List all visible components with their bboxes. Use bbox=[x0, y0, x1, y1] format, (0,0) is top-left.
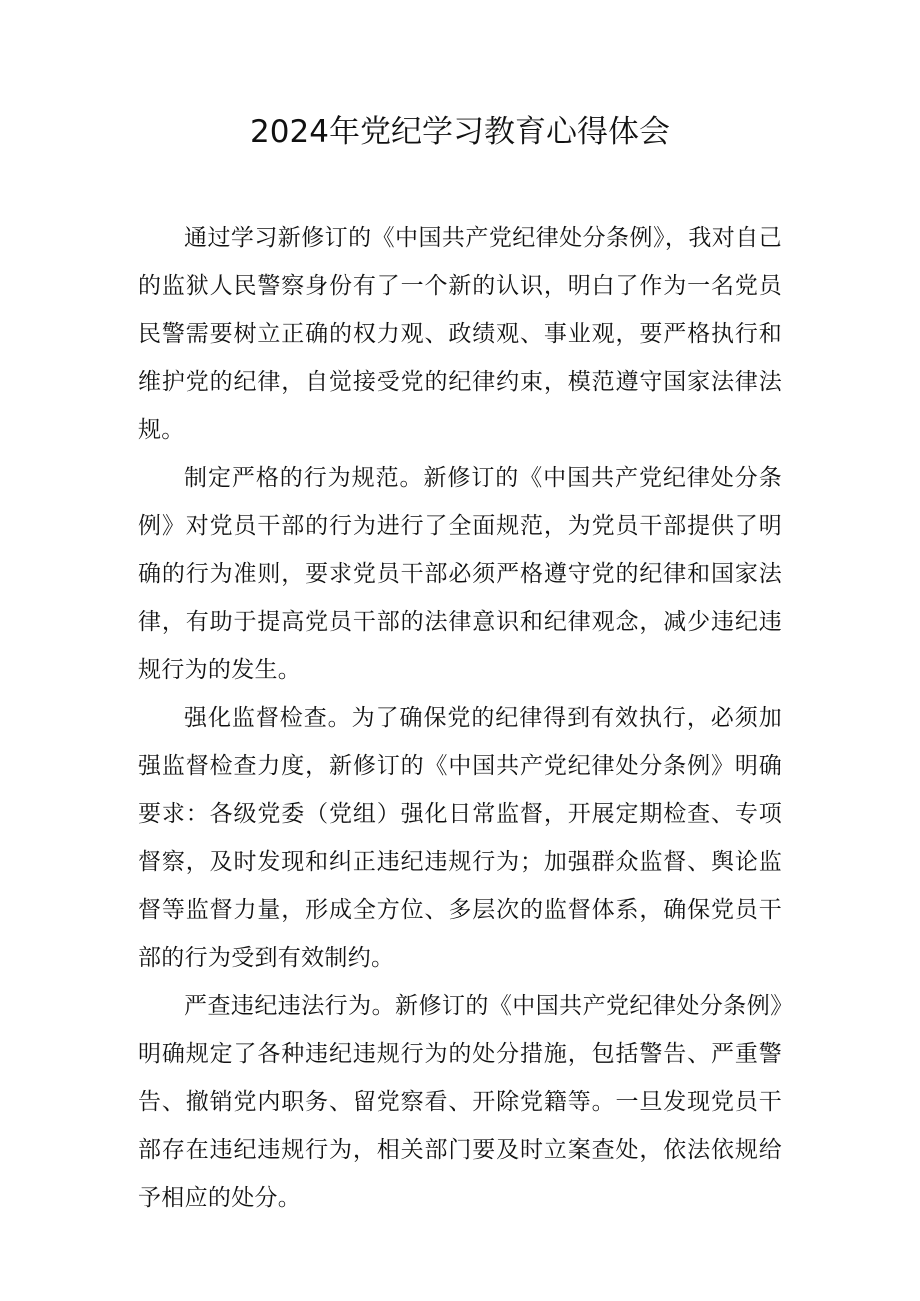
paragraph-supervision: 强化监督检查。为了确保党的纪律得到有效执行，必须加强监督检查力度，新修订的《中国共产党纪律处分条例》明确要求：各级党委（党组）强化日常监督，开展定期检查、专项督察，及时发现和纠正违纪违规行为；加强群众监督、舆论监督等监督力量，形成全方位、多层次的监督体系，确保党员干部的行为受到有效制约。 bbox=[138, 705, 782, 971]
paragraph-intro: 通过学习新修订的《中国共产党纪律处分条例》，我对自己的监狱人民警察身份有了一个新的认识，明白了作为一名党员民警需要树立正确的权力观、政绩观、事业观，要严格执行和维护党的纪律，自觉接受党的纪律约束，模范遵守国家法律法规。 bbox=[138, 225, 782, 443]
document-title: 2024年党纪学习教育心得体会 bbox=[250, 114, 670, 150]
paragraph-investigation: 严查违纪违法行为。新修订的《中国共产党纪律处分条例》明确规定了各种违纪违规行为的处分措施，包括警告、严重警告、撤销党内职务、留党察看、开除党籍等。一旦发现党员干部存在违纪违规行为，相关部门要及时立案查处，依法依规给予相应的处分。 bbox=[138, 993, 782, 1211]
document-body bbox=[138, 214, 782, 1222]
paragraph-behavior-norms: 制定严格的行为规范。新修订的《中国共产党纪律处分条例》对党员干部的行为进行了全面规范，为党员干部提供了明确的行为准则，要求党员干部必须严格遵守党的纪律和国家法律，有助于提高党员干部的法律意识和纪律观念，减少违纪违规行为的发生。 bbox=[138, 465, 782, 683]
